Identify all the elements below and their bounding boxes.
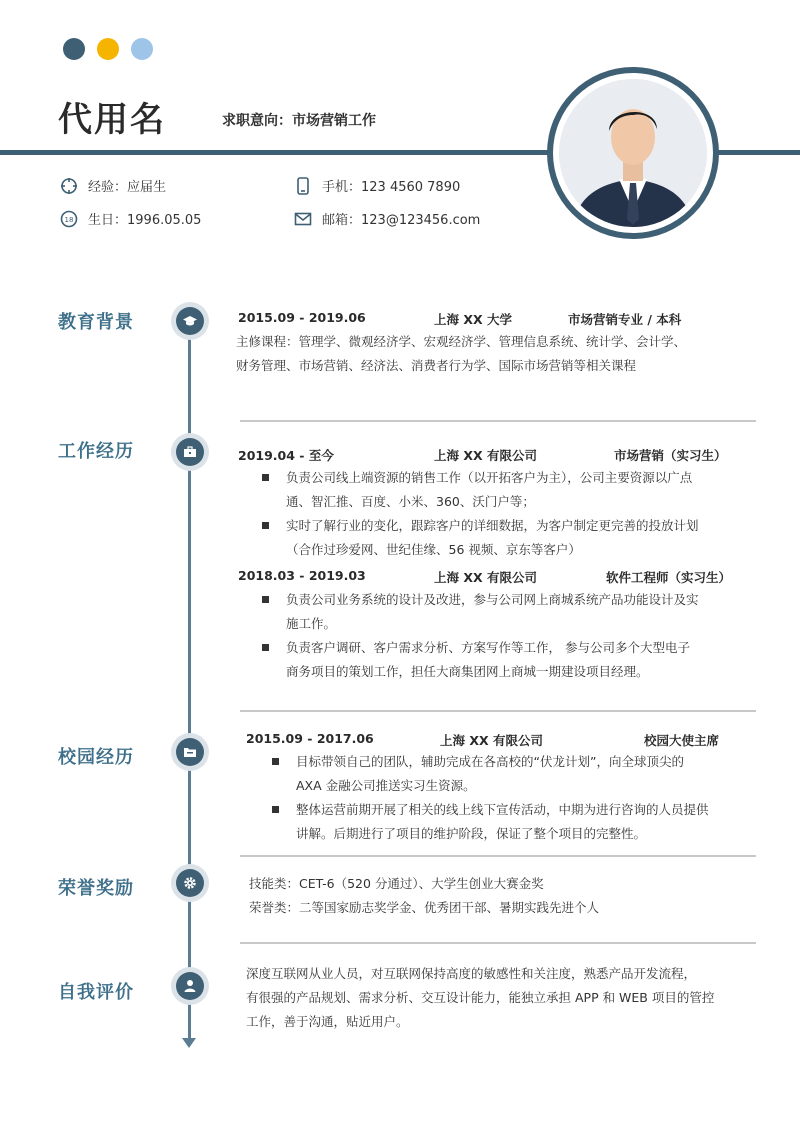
job-intent: 求职意向：市场营销工作 — [222, 113, 376, 129]
campus-bullet-1 — [272, 750, 684, 798]
campus-role: 校园大使主席 — [644, 733, 720, 748]
education-date: 2015.09 - 2019.06 — [238, 310, 366, 325]
self-eval-line-2: 有很强的产品规划、需求分析、交互设计能力，能独立承担 APP 和 WEB 项目的管控 — [246, 990, 715, 1005]
svg-text:18: 18 — [64, 215, 74, 224]
work-node — [171, 433, 209, 471]
section-title-honors: 荣誉奖励 — [58, 878, 134, 899]
birthday-text: 生日：1996.05.05 — [88, 213, 202, 228]
work-2-date: 2018.03 - 2019.03 — [238, 568, 366, 583]
timeline-line — [188, 310, 191, 1040]
section-title-campus: 校园经历 — [58, 747, 134, 768]
work-2-bullet-2-line-1: 负责客户调研、客户需求分析、方案写作等工作， 参与公司多个大型电子 — [286, 640, 690, 655]
graduation-cap-icon — [182, 313, 198, 329]
work-2-bullet-1-line-1: 负责公司业务系统的设计及改进，参与公司网上商城系统产品功能设计及实 — [286, 592, 699, 607]
email-text[interactable]: 邮箱：123@123456.com — [322, 213, 481, 228]
work-1-bullet-2-line-2: （合作过珍爱网、世纪佳缘、56 视频、京东等客户） — [286, 542, 581, 557]
work-2-company: 上海 XX 有限公司 — [434, 570, 537, 585]
phone-icon — [294, 177, 312, 195]
divider-4 — [240, 942, 756, 944]
section-title-education: 教育背景 — [58, 312, 134, 333]
honors-awards: 荣誉类：二等国家励志奖学金、优秀团干部、暑期实践先进个人 — [249, 900, 600, 915]
divider-2 — [240, 710, 756, 712]
education-courses-2: 财务管理、市场营销、经济法、消费者行为学、国际市场营销等相关课程 — [236, 358, 637, 373]
education-courses-1: 主修课程：管理学、微观经济学、宏观经济学、管理信息系统、统计学、会计学、 — [236, 334, 687, 349]
decor-dot-navy — [63, 38, 85, 60]
phone-info — [294, 176, 460, 195]
profile-photo — [559, 79, 707, 227]
work-1-bullet-1 — [262, 466, 692, 514]
self-node — [171, 967, 209, 1005]
work-2-bullet-2-line-2: 商务项目的策划工作，担任大商集团网上商城一期建设项目经理。 — [286, 664, 649, 679]
work-1-role: 市场营销（实习生） — [614, 448, 727, 463]
work-1-bullet-2 — [262, 514, 699, 562]
email-info — [294, 209, 480, 228]
profile-photo-frame — [547, 67, 719, 239]
education-major: 市场营销专业 / 本科 — [568, 312, 682, 327]
candidate-name: 代用名 — [58, 100, 166, 140]
work-1-company: 上海 XX 有限公司 — [434, 448, 537, 463]
divider-1 — [240, 420, 756, 422]
section-title-self: 自我评价 — [58, 982, 134, 1003]
campus-bullet-2 — [272, 798, 709, 846]
calendar-18-icon — [60, 210, 78, 228]
campus-bullet-2-line-2: 讲解。后期进行了项目的维护阶段，保证了整个项目的完整性。 — [296, 826, 647, 841]
phone-text[interactable]: 手机：123 4560 7890 — [322, 180, 461, 195]
work-1-bullet-2-line-1: 实时了解行业的变化，跟踪客户的详细数据，为客户制定更完善的投放计划 — [286, 518, 699, 533]
work-2-role: 软件工程师（实习生） — [606, 570, 732, 585]
decor-dot-lightblue — [131, 38, 153, 60]
experience-text: 经验：应届生 — [88, 180, 167, 195]
birthday-info — [60, 209, 201, 228]
education-school: 上海 XX 大学 — [434, 312, 512, 327]
campus-company: 上海 XX 有限公司 — [440, 733, 543, 748]
campus-date: 2015.09 - 2017.06 — [246, 731, 374, 746]
education-node — [171, 302, 209, 340]
decor-dot-yellow — [97, 38, 119, 60]
section-title-work: 工作经历 — [58, 441, 134, 462]
self-eval-line-1: 深度互联网从业人员，对互联网保持高度的敏感性和关注度，熟悉产品开发流程， — [246, 966, 697, 981]
mail-icon — [294, 210, 312, 228]
folder-icon — [182, 744, 198, 760]
timeline-arrow — [182, 1038, 196, 1048]
work-1-bullet-1-line-2: 通、智汇推、百度、小米、360、沃门户等； — [286, 494, 535, 509]
campus-bullet-1-line-2: AXA 金融公司推送实习生资源。 — [296, 778, 476, 793]
work-2-bullet-1-line-2: 施工作。 — [286, 616, 337, 631]
person-icon — [182, 978, 198, 994]
work-2-bullet-2 — [262, 636, 690, 684]
campus-node — [171, 733, 209, 771]
compass-icon — [60, 177, 78, 195]
campus-bullet-2-line-1: 整体运营前期开展了相关的线上线下宣传活动，中期为进行咨询的人员提供 — [296, 802, 709, 817]
gear-icon — [182, 875, 198, 891]
work-2-bullet-1 — [262, 588, 699, 636]
work-1-bullet-1-line-1: 负责公司线上端资源的销售工作（以开拓客户为主），公司主要资源以广点 — [286, 470, 693, 485]
honors-skills: 技能类：CET-6（520 分通过）、大学生创业大赛金奖 — [249, 876, 544, 891]
divider-3 — [240, 855, 756, 857]
work-1-date: 2019.04 - 至今 — [238, 448, 334, 463]
self-eval-line-3: 工作，善于沟通，贴近用户。 — [246, 1014, 409, 1029]
honors-node — [171, 864, 209, 902]
briefcase-icon — [182, 444, 198, 460]
campus-bullet-1-line-1: 目标带领自己的团队，辅助完成在各高校的“伏龙计划”，向全球顶尖的 — [296, 754, 684, 769]
experience-info — [60, 176, 166, 195]
